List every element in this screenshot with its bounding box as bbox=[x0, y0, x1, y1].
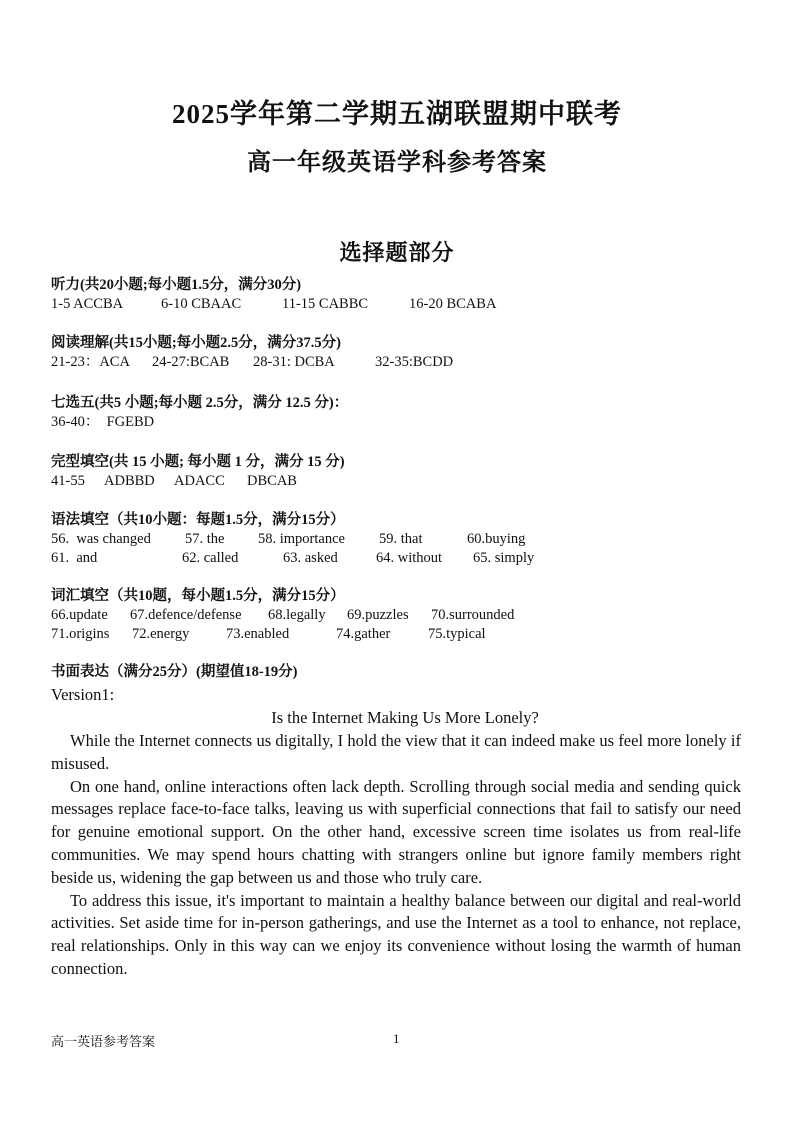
answer-item: 75.typical bbox=[428, 626, 486, 642]
essay-paragraph: While the Internet connects us digitally, I hold the view that it can indeed make us feel more lonely if misused. bbox=[51, 731, 741, 773]
answer-item: 59. that bbox=[379, 531, 423, 547]
answer-group: 6-10 CBAAC bbox=[161, 296, 242, 312]
grammar-row bbox=[51, 549, 751, 568]
answer-group: 28-31: DCBA bbox=[253, 354, 335, 370]
answer-group: 11-15 CABBC bbox=[282, 296, 369, 312]
answer-item: 74.gather bbox=[336, 626, 391, 642]
vocab-row bbox=[51, 606, 751, 625]
grammar-heading: 语法填空（共10小题：每题1.5分，满分15分） bbox=[51, 512, 345, 528]
answer-item: 68.legally bbox=[268, 607, 326, 623]
answer-item: 56. was changed bbox=[51, 531, 151, 547]
answer-item: 67.defence/defense bbox=[130, 607, 242, 623]
answer-item: 60.buying bbox=[467, 531, 526, 547]
essay-paragraph: On one hand, online interactions often lack depth. Scrolling through social media and sending quick messages replace face-to-face talks, leaving us with superficial connections that fail to satisfy our need for genuine emotional support. On the other hand, excessive screen time isolates us from real-life communities. We may spend hours chatting with strangers online but ignore family members right beside us, widening the gap between us and those who truly care. bbox=[51, 776, 741, 887]
writing-section bbox=[51, 663, 751, 682]
answer-group: 16-20 BCABA bbox=[409, 296, 497, 312]
cloze-answers bbox=[51, 472, 751, 491]
answer-group: 36-40： FGEBD bbox=[51, 414, 155, 430]
grammar-section bbox=[51, 511, 751, 568]
reading-section bbox=[51, 334, 751, 372]
answer-item: 72.energy bbox=[132, 626, 190, 642]
exam-title: 2025学年第二学期五湖联盟期中联考 bbox=[172, 99, 622, 129]
version-label: Version1: bbox=[51, 685, 115, 704]
cloze-section bbox=[51, 453, 751, 491]
essay-title: Is the Internet Making Us More Lonely? bbox=[271, 708, 539, 727]
answer-group: 24-27:BCAB bbox=[152, 354, 230, 370]
reading-heading: 阅读理解(共15小题;每小题2.5分，满分37.5分) bbox=[51, 335, 341, 351]
vocab-heading: 词汇填空（共10题，每小题1.5分，满分15分） bbox=[51, 588, 345, 604]
listening-answers bbox=[51, 295, 751, 314]
vocab-row bbox=[51, 625, 751, 644]
answer-group: 1-5 ACCBA bbox=[51, 296, 124, 312]
answer-item: 63. asked bbox=[283, 550, 338, 566]
essay-body bbox=[51, 730, 741, 981]
answer-item: 71.origins bbox=[51, 626, 110, 642]
listening-section bbox=[51, 276, 751, 314]
answer-item: 70.surrounded bbox=[431, 607, 515, 623]
section-title: 选择题部分 bbox=[339, 240, 455, 265]
cloze-heading: 完型填空(共 15 小题; 每小题 1 分，满分 15 分) bbox=[51, 454, 345, 470]
answer-item: 65. simply bbox=[473, 550, 535, 566]
essay-paragraph: To address this issue, it's important to maintain a healthy balance between our digital and real-world activities. Set aside time for in-person gatherings, and use the Internet as a tool to enhance, not replace, real relationships. Only in this way can we enjoy its convenience without losing the warmth of human connection. bbox=[51, 890, 741, 978]
answer-item: 66.update bbox=[51, 607, 108, 623]
answer-item: 62. called bbox=[182, 550, 239, 566]
answer-group: 41-55 bbox=[51, 473, 85, 489]
footer-label: 高一英语参考答案 bbox=[51, 1034, 156, 1049]
answer-group: DBCAB bbox=[247, 473, 297, 489]
answer-item: 69.puzzles bbox=[347, 607, 409, 623]
answer-group: ADACC bbox=[174, 473, 225, 489]
page-number: 1 bbox=[393, 1031, 400, 1046]
listening-heading: 听力(共20小题;每小题1.5分，满分30分) bbox=[51, 277, 302, 293]
vocab-section bbox=[51, 587, 751, 644]
writing-heading: 书面表达（满分25分）(期望值18-19分) bbox=[51, 664, 298, 680]
answer-group: 21-23：ACA bbox=[51, 354, 130, 370]
answer-group: ADBBD bbox=[104, 473, 155, 489]
answer-item: 57. the bbox=[185, 531, 225, 547]
answer-item: 64. without bbox=[376, 550, 443, 566]
reading-answers bbox=[51, 353, 751, 372]
seven-five-answers bbox=[51, 413, 751, 432]
grammar-row bbox=[51, 530, 751, 549]
answer-item: 73.enabled bbox=[226, 626, 290, 642]
seven-five-section bbox=[51, 394, 751, 432]
exam-subtitle: 高一年级英语学科参考答案 bbox=[247, 150, 547, 176]
seven-five-heading: 七选五(共5 小题;每小题 2.5分，满分 12.5 分)： bbox=[51, 395, 349, 411]
answer-item: 58. importance bbox=[258, 531, 345, 547]
answer-group: 32-35:BCDD bbox=[375, 354, 454, 370]
answer-item: 61. and bbox=[51, 550, 98, 566]
